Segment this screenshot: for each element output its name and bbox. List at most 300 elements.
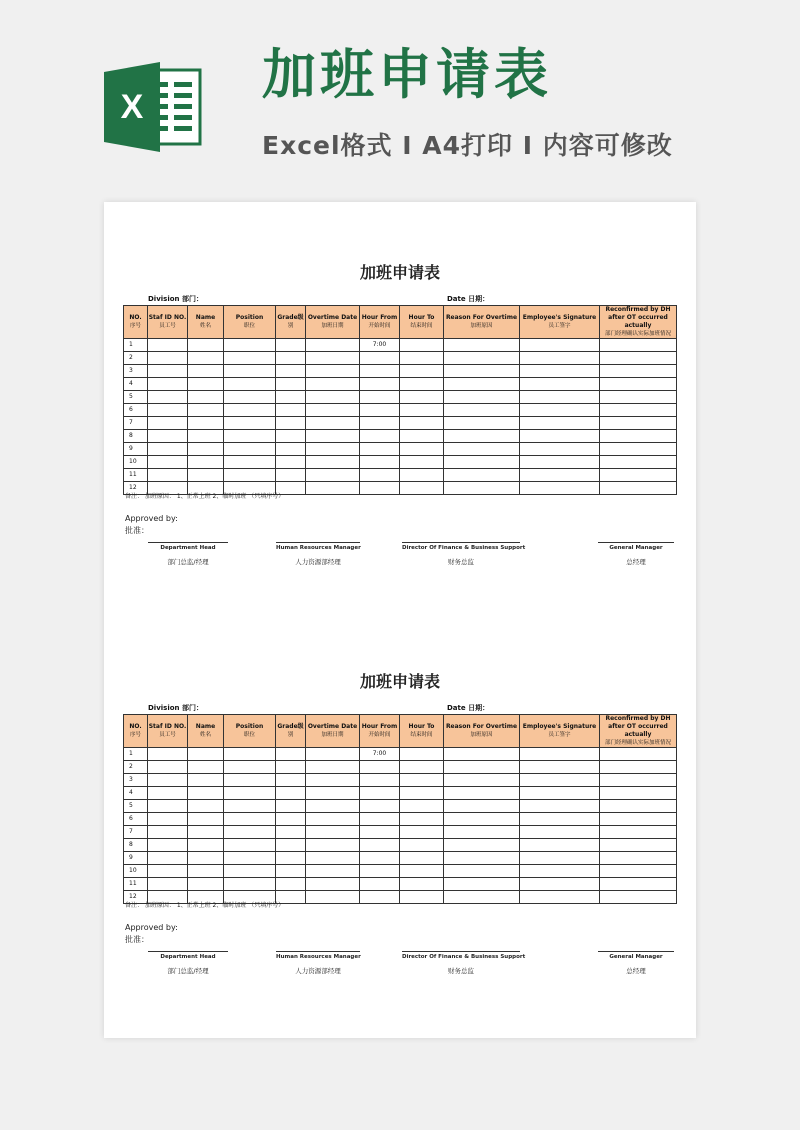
table-cell[interactable] xyxy=(520,813,600,826)
table-cell[interactable] xyxy=(188,865,224,878)
table-cell[interactable] xyxy=(188,404,224,417)
table-row xyxy=(124,787,677,800)
table-cell[interactable] xyxy=(148,417,188,430)
table-cell[interactable] xyxy=(360,469,400,482)
signature-line[interactable] xyxy=(148,542,228,543)
table-cell[interactable] xyxy=(360,417,400,430)
table-cell[interactable]: 3 xyxy=(124,774,148,787)
table-cell[interactable] xyxy=(360,456,400,469)
table-cell[interactable] xyxy=(360,878,400,891)
table-cell[interactable] xyxy=(520,891,600,904)
table-cell[interactable] xyxy=(188,417,224,430)
table-cell[interactable] xyxy=(444,456,520,469)
table-cell[interactable] xyxy=(188,761,224,774)
table-cell[interactable] xyxy=(400,891,444,904)
table-cell[interactable] xyxy=(148,878,188,891)
table-cell[interactable]: 1 xyxy=(124,339,148,352)
table-cell[interactable] xyxy=(360,352,400,365)
table-cell[interactable] xyxy=(276,443,306,456)
table-cell[interactable] xyxy=(400,443,444,456)
table-cell[interactable] xyxy=(600,787,677,800)
table-row xyxy=(124,865,677,878)
table-cell[interactable] xyxy=(306,813,360,826)
table-cell[interactable] xyxy=(520,417,600,430)
table-cell[interactable] xyxy=(520,443,600,456)
table-cell[interactable] xyxy=(188,365,224,378)
table-cell[interactable] xyxy=(276,456,306,469)
table-cell[interactable]: 2 xyxy=(124,352,148,365)
table-cell[interactable] xyxy=(188,339,224,352)
table-cell[interactable] xyxy=(444,443,520,456)
table-cell[interactable] xyxy=(276,878,306,891)
table-cell[interactable] xyxy=(600,748,677,761)
table-cell[interactable] xyxy=(600,365,677,378)
table-cell[interactable] xyxy=(444,378,520,391)
table-cell[interactable]: 7:00 xyxy=(360,748,400,761)
table-cell[interactable] xyxy=(276,430,306,443)
table-cell[interactable] xyxy=(188,378,224,391)
table-cell[interactable] xyxy=(276,774,306,787)
table-cell[interactable] xyxy=(276,352,306,365)
table-cell[interactable] xyxy=(600,430,677,443)
column-header xyxy=(520,306,600,339)
table-cell[interactable] xyxy=(276,787,306,800)
table-cell[interactable] xyxy=(306,761,360,774)
table-cell[interactable] xyxy=(306,826,360,839)
table-cell[interactable] xyxy=(444,787,520,800)
table-cell[interactable] xyxy=(148,378,188,391)
table-cell[interactable] xyxy=(188,391,224,404)
table-cell[interactable] xyxy=(520,839,600,852)
table-cell[interactable] xyxy=(400,852,444,865)
table-cell[interactable] xyxy=(600,865,677,878)
table-cell[interactable] xyxy=(148,865,188,878)
table-cell[interactable] xyxy=(600,469,677,482)
table-cell[interactable] xyxy=(306,404,360,417)
table-cell[interactable] xyxy=(600,852,677,865)
table-cell[interactable]: 11 xyxy=(124,469,148,482)
table-cell[interactable] xyxy=(444,839,520,852)
table-cell[interactable] xyxy=(276,365,306,378)
table-cell[interactable] xyxy=(188,774,224,787)
table-cell[interactable] xyxy=(444,482,520,495)
table-cell[interactable] xyxy=(520,339,600,352)
table-cell[interactable] xyxy=(188,443,224,456)
table-cell[interactable]: 8 xyxy=(124,430,148,443)
table-row xyxy=(124,391,677,404)
table-cell[interactable] xyxy=(306,852,360,865)
table-cell[interactable] xyxy=(444,404,520,417)
table-cell[interactable] xyxy=(360,787,400,800)
logo-letter: X xyxy=(120,88,144,126)
table-cell[interactable]: 6 xyxy=(124,404,148,417)
table-cell[interactable] xyxy=(224,339,276,352)
table-cell[interactable] xyxy=(276,761,306,774)
table-cell[interactable] xyxy=(224,774,276,787)
table-cell[interactable] xyxy=(600,878,677,891)
table-cell[interactable] xyxy=(600,826,677,839)
table-cell[interactable] xyxy=(306,391,360,404)
table-cell[interactable] xyxy=(148,787,188,800)
table-cell[interactable] xyxy=(360,865,400,878)
table-cell[interactable] xyxy=(224,852,276,865)
table-cell[interactable] xyxy=(444,339,520,352)
signature-block xyxy=(276,951,360,975)
table-cell[interactable]: 7 xyxy=(124,826,148,839)
signature-title-en: Department Head xyxy=(160,954,216,960)
table-cell[interactable] xyxy=(600,443,677,456)
table-cell[interactable] xyxy=(520,469,600,482)
table-cell[interactable] xyxy=(148,813,188,826)
signature-line[interactable] xyxy=(276,542,360,543)
table-cell[interactable] xyxy=(600,774,677,787)
table-cell[interactable] xyxy=(224,826,276,839)
form-note: 备注： 加班原因： 1、正常上班 2、临时加班 （只填序号） xyxy=(125,493,285,500)
table-cell[interactable] xyxy=(400,813,444,826)
table-cell[interactable] xyxy=(444,761,520,774)
table-cell[interactable]: 10 xyxy=(124,456,148,469)
division-label: Division 部门： xyxy=(148,295,203,303)
table-row xyxy=(124,839,677,852)
table-cell[interactable] xyxy=(224,365,276,378)
table-cell[interactable] xyxy=(444,826,520,839)
table-cell[interactable] xyxy=(520,430,600,443)
table-cell[interactable] xyxy=(360,761,400,774)
table-cell[interactable] xyxy=(600,339,677,352)
table-cell[interactable] xyxy=(148,748,188,761)
table-cell[interactable] xyxy=(224,878,276,891)
table-cell[interactable] xyxy=(444,852,520,865)
table-cell[interactable] xyxy=(400,378,444,391)
table-cell[interactable] xyxy=(148,469,188,482)
table-cell[interactable]: 6 xyxy=(124,813,148,826)
table-cell[interactable] xyxy=(276,813,306,826)
signature-line[interactable] xyxy=(148,951,228,952)
signature-line[interactable] xyxy=(598,542,674,543)
column-header-cn: 加班原因 xyxy=(470,323,493,329)
table-cell[interactable] xyxy=(306,339,360,352)
table-cell[interactable] xyxy=(520,878,600,891)
table-cell[interactable] xyxy=(224,417,276,430)
table-cell[interactable] xyxy=(276,748,306,761)
table-cell[interactable] xyxy=(276,865,306,878)
table-cell[interactable] xyxy=(306,774,360,787)
table-cell[interactable] xyxy=(600,417,677,430)
table-cell[interactable] xyxy=(400,391,444,404)
table-cell[interactable] xyxy=(520,378,600,391)
table-cell[interactable] xyxy=(188,800,224,813)
table-cell[interactable] xyxy=(400,456,444,469)
table-cell[interactable] xyxy=(306,365,360,378)
table-cell[interactable] xyxy=(306,430,360,443)
table-cell[interactable] xyxy=(224,813,276,826)
table-cell[interactable] xyxy=(444,365,520,378)
column-header-en: Staf ID NO. xyxy=(148,723,187,730)
table-cell[interactable] xyxy=(276,404,306,417)
table-cell[interactable] xyxy=(148,761,188,774)
table-cell[interactable]: 12 xyxy=(124,482,148,495)
table-cell[interactable] xyxy=(188,456,224,469)
signature-line[interactable] xyxy=(276,951,360,952)
table-cell[interactable] xyxy=(306,787,360,800)
table-cell[interactable]: 7:00 xyxy=(360,339,400,352)
document-sheet xyxy=(104,202,696,1038)
table-cell[interactable] xyxy=(276,339,306,352)
table-cell[interactable] xyxy=(188,787,224,800)
table-cell[interactable] xyxy=(400,339,444,352)
approved-by-en: Approved by: xyxy=(125,923,178,932)
table-cell[interactable] xyxy=(600,891,677,904)
column-header-en: Employee's Signature xyxy=(522,723,597,730)
table-cell[interactable]: 5 xyxy=(124,800,148,813)
table-row xyxy=(124,469,677,482)
table-cell[interactable] xyxy=(224,378,276,391)
table-cell[interactable]: 12 xyxy=(124,891,148,904)
table-cell[interactable] xyxy=(148,404,188,417)
table-cell[interactable] xyxy=(276,800,306,813)
table-cell[interactable] xyxy=(224,469,276,482)
table-cell[interactable] xyxy=(400,761,444,774)
table-cell[interactable] xyxy=(520,852,600,865)
signature-block xyxy=(598,951,674,975)
table-cell[interactable] xyxy=(306,456,360,469)
table-cell[interactable] xyxy=(148,365,188,378)
table-cell[interactable] xyxy=(148,456,188,469)
table-cell[interactable] xyxy=(188,839,224,852)
table-cell[interactable] xyxy=(306,839,360,852)
table-cell[interactable]: 1 xyxy=(124,748,148,761)
table-cell[interactable] xyxy=(306,352,360,365)
table-cell[interactable] xyxy=(276,826,306,839)
column-header xyxy=(224,306,276,339)
table-cell[interactable] xyxy=(360,839,400,852)
table-cell[interactable] xyxy=(224,456,276,469)
table-cell[interactable] xyxy=(306,378,360,391)
table-cell[interactable] xyxy=(444,352,520,365)
table-cell[interactable] xyxy=(360,482,400,495)
table-row xyxy=(124,748,677,761)
table-cell[interactable] xyxy=(306,800,360,813)
table-cell[interactable] xyxy=(600,391,677,404)
table-cell[interactable] xyxy=(400,352,444,365)
signature-line[interactable] xyxy=(402,951,520,952)
table-cell[interactable] xyxy=(360,800,400,813)
table-cell[interactable] xyxy=(360,774,400,787)
table-cell[interactable] xyxy=(520,404,600,417)
table-cell[interactable] xyxy=(276,469,306,482)
table-cell[interactable] xyxy=(400,404,444,417)
excel-icon xyxy=(104,62,204,152)
table-cell[interactable] xyxy=(400,800,444,813)
table-cell[interactable] xyxy=(360,852,400,865)
table-cell[interactable] xyxy=(188,748,224,761)
column-header xyxy=(148,306,188,339)
table-cell[interactable] xyxy=(188,878,224,891)
table-cell[interactable] xyxy=(306,469,360,482)
column-header-en: NO. xyxy=(129,314,142,321)
table-cell[interactable] xyxy=(520,761,600,774)
table-cell[interactable]: 4 xyxy=(124,378,148,391)
table-cell[interactable] xyxy=(148,391,188,404)
table-cell[interactable] xyxy=(148,826,188,839)
table-cell[interactable] xyxy=(224,761,276,774)
table-cell[interactable] xyxy=(400,774,444,787)
approved-by xyxy=(125,922,178,946)
table-row xyxy=(124,813,677,826)
table-cell[interactable] xyxy=(444,469,520,482)
column-header xyxy=(444,715,520,748)
table-cell[interactable] xyxy=(400,482,444,495)
table-cell[interactable] xyxy=(444,391,520,404)
table-cell[interactable] xyxy=(400,826,444,839)
table-cell[interactable] xyxy=(520,826,600,839)
table-cell[interactable] xyxy=(360,813,400,826)
table-cell[interactable] xyxy=(224,865,276,878)
column-header-cn: 结束时间 xyxy=(410,732,433,738)
table-cell[interactable] xyxy=(224,839,276,852)
table-cell[interactable] xyxy=(188,430,224,443)
table-cell[interactable] xyxy=(306,865,360,878)
table-cell[interactable] xyxy=(520,865,600,878)
table-cell[interactable]: 2 xyxy=(124,761,148,774)
table-cell[interactable] xyxy=(188,352,224,365)
table-cell[interactable] xyxy=(306,748,360,761)
signature-line[interactable] xyxy=(402,542,520,543)
table-cell[interactable]: 5 xyxy=(124,391,148,404)
table-cell[interactable] xyxy=(520,774,600,787)
signature-title-en: Department Head xyxy=(160,545,216,551)
column-header xyxy=(444,306,520,339)
table-cell[interactable]: 10 xyxy=(124,865,148,878)
table-cell[interactable] xyxy=(520,787,600,800)
table-cell[interactable] xyxy=(444,774,520,787)
column-header-cn: 开始时间 xyxy=(368,732,391,738)
table-cell[interactable] xyxy=(276,378,306,391)
table-cell[interactable] xyxy=(520,365,600,378)
table-cell[interactable] xyxy=(360,404,400,417)
table-cell[interactable] xyxy=(520,352,600,365)
table-cell[interactable] xyxy=(224,748,276,761)
table-cell[interactable] xyxy=(188,469,224,482)
table-cell[interactable] xyxy=(600,456,677,469)
table-cell[interactable] xyxy=(276,852,306,865)
table-row xyxy=(124,852,677,865)
table-cell[interactable] xyxy=(224,787,276,800)
table-cell[interactable]: 7 xyxy=(124,417,148,430)
table-cell[interactable] xyxy=(444,878,520,891)
table-cell[interactable] xyxy=(148,430,188,443)
table-cell[interactable] xyxy=(276,417,306,430)
table-cell[interactable] xyxy=(400,839,444,852)
column-header-cn: 序号 xyxy=(129,732,141,738)
table-cell[interactable] xyxy=(148,774,188,787)
table-cell[interactable] xyxy=(148,339,188,352)
table-cell[interactable] xyxy=(224,391,276,404)
table-cell[interactable] xyxy=(360,378,400,391)
table-cell[interactable] xyxy=(360,365,400,378)
table-cell[interactable] xyxy=(400,748,444,761)
table-cell[interactable]: 3 xyxy=(124,365,148,378)
table-cell[interactable] xyxy=(306,482,360,495)
table-cell[interactable] xyxy=(400,469,444,482)
table-cell[interactable]: 11 xyxy=(124,878,148,891)
signature-title-en: General Manager xyxy=(609,954,663,960)
table-cell[interactable] xyxy=(444,417,520,430)
table-cell[interactable] xyxy=(276,391,306,404)
column-header-cn: 别 xyxy=(287,732,294,738)
table-cell[interactable] xyxy=(276,839,306,852)
table-cell[interactable] xyxy=(306,891,360,904)
table-cell[interactable]: 8 xyxy=(124,839,148,852)
table-cell[interactable] xyxy=(520,391,600,404)
table-cell[interactable] xyxy=(444,813,520,826)
table-cell[interactable] xyxy=(600,761,677,774)
column-header-en: Reconfirmed by DH after OT occurred actually xyxy=(605,306,671,329)
table-cell[interactable] xyxy=(306,878,360,891)
table-cell[interactable] xyxy=(224,352,276,365)
column-header xyxy=(360,306,400,339)
table-cell[interactable] xyxy=(520,800,600,813)
table-cell[interactable] xyxy=(188,852,224,865)
table-cell[interactable] xyxy=(444,748,520,761)
table-cell[interactable] xyxy=(444,800,520,813)
table-cell[interactable] xyxy=(600,404,677,417)
table-cell[interactable] xyxy=(360,443,400,456)
table-cell[interactable] xyxy=(400,878,444,891)
table-cell[interactable] xyxy=(188,826,224,839)
table-cell[interactable] xyxy=(188,813,224,826)
table-cell[interactable] xyxy=(444,891,520,904)
table-cell[interactable] xyxy=(600,839,677,852)
table-cell[interactable] xyxy=(306,443,360,456)
table-cell[interactable] xyxy=(148,852,188,865)
table-cell[interactable] xyxy=(600,352,677,365)
table-cell[interactable]: 4 xyxy=(124,787,148,800)
column-header-en: Hour From xyxy=(361,314,398,321)
table-cell[interactable] xyxy=(360,891,400,904)
table-cell[interactable] xyxy=(360,826,400,839)
table-cell[interactable] xyxy=(520,482,600,495)
table-cell[interactable] xyxy=(600,813,677,826)
table-cell[interactable] xyxy=(360,430,400,443)
table-cell[interactable] xyxy=(600,482,677,495)
table-cell[interactable] xyxy=(520,456,600,469)
table-cell[interactable] xyxy=(400,365,444,378)
table-cell[interactable] xyxy=(224,800,276,813)
table-cell[interactable] xyxy=(400,865,444,878)
table-cell[interactable] xyxy=(444,430,520,443)
table-cell[interactable] xyxy=(600,800,677,813)
table-cell[interactable]: 9 xyxy=(124,443,148,456)
signature-line[interactable] xyxy=(598,951,674,952)
table-cell[interactable] xyxy=(148,352,188,365)
table-cell[interactable] xyxy=(520,748,600,761)
table-cell[interactable]: 9 xyxy=(124,852,148,865)
table-cell[interactable] xyxy=(224,430,276,443)
table-cell[interactable] xyxy=(400,417,444,430)
table-cell[interactable] xyxy=(148,839,188,852)
table-cell[interactable] xyxy=(600,378,677,391)
table-cell[interactable] xyxy=(400,787,444,800)
table-cell[interactable] xyxy=(224,404,276,417)
table-cell[interactable] xyxy=(360,391,400,404)
table-cell[interactable] xyxy=(400,430,444,443)
table-cell[interactable] xyxy=(306,417,360,430)
table-cell[interactable] xyxy=(444,865,520,878)
table-cell[interactable] xyxy=(224,443,276,456)
table-cell[interactable] xyxy=(148,800,188,813)
table-cell[interactable] xyxy=(148,443,188,456)
